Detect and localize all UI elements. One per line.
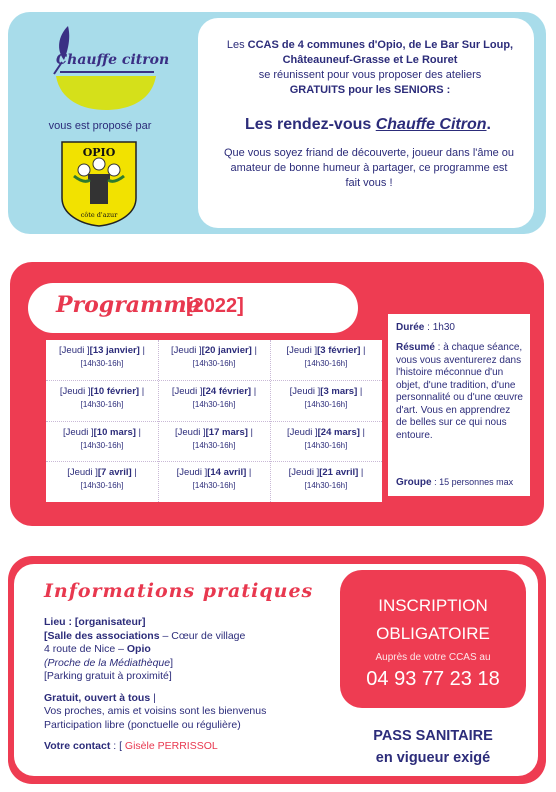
session-hours: [14h30-16h]: [304, 400, 348, 409]
crest-title: OPIO: [82, 146, 116, 159]
practical-info-title: Informations pratiques: [44, 580, 314, 602]
salle-name: [Salle des associations: [44, 629, 160, 642]
session-day: [Jeudi ]: [175, 427, 206, 438]
session-cell: [270, 422, 382, 462]
session-date: [10 février]: [90, 386, 140, 397]
inscription-subtitle: Auprès de votre CCAS au: [375, 652, 491, 663]
session-date: [7 avril]: [97, 467, 132, 478]
session-date: [24 février]: [202, 386, 252, 397]
groupe-label: Groupe: [396, 477, 432, 488]
logo-text: Chauffe citron: [56, 52, 170, 68]
phone-number[interactable]: 04 93 77 23 18: [366, 668, 500, 690]
intro-free-seniors: GRATUITS pour les SENIORS :: [289, 84, 451, 96]
session-cell: [46, 381, 158, 421]
session-date: [20 janvier]: [201, 345, 252, 356]
grid-divider: [46, 461, 382, 462]
session-date: [24 mars]: [317, 427, 360, 438]
session-cell: [158, 381, 270, 421]
pass-sanitaire: PASS SANITAIRE: [373, 728, 493, 744]
duree-label: Durée: [396, 322, 425, 333]
grid-divider: [46, 421, 382, 422]
headline: [200, 116, 536, 134]
session-hours: [14h30-16h]: [304, 481, 348, 490]
session-day: [Jeudi ]: [63, 427, 94, 438]
session-day: [Jeudi ]: [67, 467, 98, 478]
welcome-line: Vos proches, amis et voisins sont les bienvenus: [44, 705, 267, 717]
session-cell: [270, 462, 382, 502]
session-hours: [14h30-16h]: [304, 441, 348, 450]
address: 4 route de Nice –: [44, 643, 127, 655]
session-date: [10 mars]: [93, 427, 136, 438]
session-hours: [14h30-16h]: [192, 359, 236, 368]
session-hours: [14h30-16h]: [192, 481, 236, 490]
grid-divider: [46, 380, 382, 381]
groupe: [396, 476, 524, 490]
intro-communes: CCAS de 4 communes d'Opio, de Le Bar Sur Loup, Châteauneuf-Grasse et Le Rouret: [247, 39, 514, 66]
session-day: [Jeudi ]: [59, 345, 90, 356]
parking: [Parking gratuit à proximité]: [44, 670, 172, 682]
session-sep: |: [357, 386, 363, 397]
session-hours: [14h30-16h]: [80, 441, 124, 450]
resume: [396, 342, 524, 442]
session-date: [3 février]: [317, 345, 361, 356]
intro-line2: se réunissent pour vous proposer des ateliers: [258, 69, 482, 81]
crest-footer: côte d'azur: [80, 211, 118, 219]
tagline: Que vous soyez friand de découverte, joueur dans l'âme ou amateur de bonne humeur à partager, ce programme est fait vous !: [223, 147, 515, 189]
headline-suffix: .: [486, 116, 491, 133]
session-sep: |: [135, 427, 141, 438]
address-town: Opio: [126, 643, 151, 655]
session-sep: |: [131, 467, 137, 478]
session-sep: |: [360, 345, 366, 356]
chauffe-citron-logo: [38, 22, 178, 114]
session-sep: |: [359, 427, 365, 438]
session-date: [3 mars]: [320, 386, 358, 397]
session-hours: [14h30-16h]: [192, 441, 236, 450]
contact-sep: : [: [110, 740, 125, 752]
session-cell: [158, 340, 270, 380]
session-day: [Jeudi ]: [289, 386, 321, 397]
session-hours: [14h30-16h]: [192, 400, 236, 409]
duree: [396, 322, 524, 335]
salle-location: – Cœur de village: [159, 629, 246, 642]
session-sep: |: [251, 386, 257, 397]
session-cell: [46, 462, 158, 502]
session-cell: [158, 422, 270, 462]
session-sep: |: [251, 345, 257, 356]
session-date: [13 janvier]: [89, 345, 140, 356]
session-sep: |: [139, 386, 145, 397]
groupe-value: : 15 personnes max: [431, 477, 514, 487]
session-hours: [14h30-16h]: [304, 359, 348, 368]
session-day: [Jeudi ]: [287, 427, 318, 438]
session-sep: |: [139, 345, 145, 356]
lemon-bowl-logo-icon: [38, 22, 178, 114]
proche-post: ]: [170, 656, 174, 669]
inscription-required: OBLIGATOIRE: [376, 624, 490, 643]
lieu-label: Lieu : [organisateur]: [44, 616, 146, 628]
session-date: [21 avril]: [319, 467, 359, 478]
session-cell: [270, 381, 382, 421]
intro-line1-pre: Les: [226, 39, 248, 51]
practical-info-details: [44, 616, 344, 754]
opio-crest: [60, 140, 138, 228]
session-day: [Jeudi ]: [286, 345, 318, 356]
session-hours: [14h30-16h]: [80, 481, 124, 490]
session-cell: [270, 340, 382, 380]
session-date: [17 mars]: [205, 427, 248, 438]
session-cell: [46, 340, 158, 380]
session-sep: |: [247, 427, 253, 438]
programme-year: [2022]: [186, 295, 244, 317]
duree-value: : 1h30: [424, 322, 455, 333]
headline-brand: Chauffe Citron: [375, 116, 487, 133]
gratuit-sep: |: [150, 691, 156, 704]
resume-value: : à chaque séance, vous vous aventurerez dans l'histoire méconnue d'un objet, d'une tradition, d'une personnalité ou d'une œuvre d'art. Vous en apprendrez de belles sur ce qui nous entoure.: [396, 342, 523, 441]
participation-line: Participation libre (ponctuelle ou régulière): [44, 718, 241, 731]
session-day: [Jeudi ]: [59, 386, 91, 397]
contact-label: Votre contact: [44, 740, 111, 752]
programme-title: Programme: [56, 292, 201, 318]
contact-name: Gisèle PERRISSOL: [124, 740, 218, 752]
gratuit: Gratuit, ouvert à tous: [44, 691, 151, 704]
session-sep: |: [358, 467, 364, 478]
session-sep: |: [246, 467, 252, 478]
session-day: [Jeudi ]: [176, 467, 208, 478]
pass-required: en vigueur exigé: [375, 750, 491, 766]
session-cell: [158, 462, 270, 502]
session-hours: [14h30-16h]: [80, 359, 124, 368]
proche-mediatheque: Médiathèque: [109, 656, 171, 669]
proche-pre: (Proche de la: [44, 656, 110, 669]
session-day: [Jeudi ]: [171, 345, 202, 356]
session-day: [Jeudi ]: [171, 386, 203, 397]
session-date: [14 avril]: [207, 467, 247, 478]
session-hours: [14h30-16h]: [80, 400, 124, 409]
intro-text: [222, 38, 518, 98]
proposed-by-text: vous est proposé par: [48, 120, 152, 132]
session-day: [Jeudi ]: [288, 467, 320, 478]
session-cell: [46, 422, 158, 462]
resume-label: Résumé: [396, 342, 435, 353]
inscription-title: INSCRIPTION: [378, 596, 488, 615]
headline-prefix: Les rendez-vous: [245, 116, 376, 133]
programme-info-box: [388, 314, 530, 496]
